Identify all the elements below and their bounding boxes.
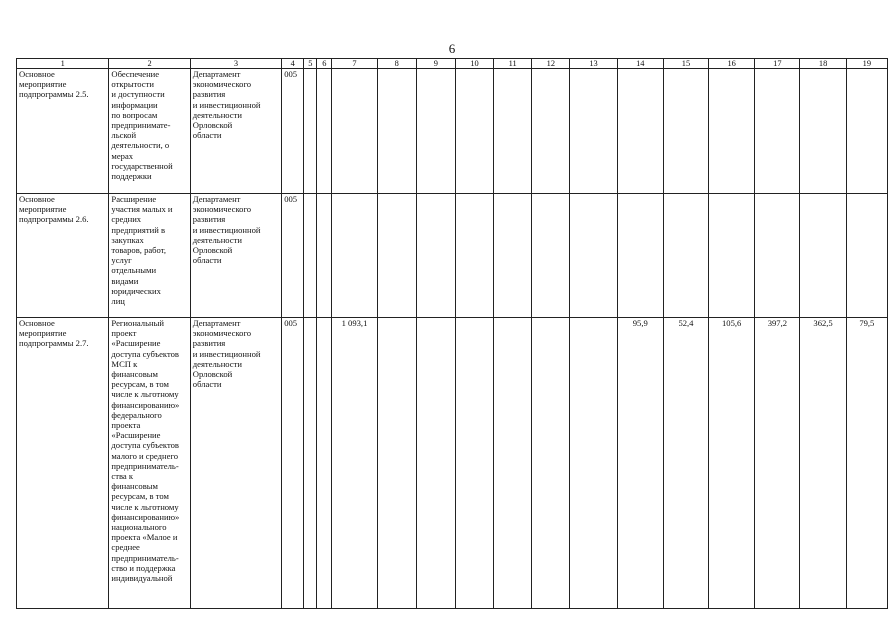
event-description-cell: Расширение участия малых и средних предприятий в закупках товаров, работ, услуг отдельными видами юридических лиц (109, 194, 190, 318)
cell-5 (304, 69, 317, 194)
col-header-7: 7 (332, 59, 377, 69)
col-header-12: 12 (532, 59, 570, 69)
responsible-executor-cell: Департамент экономического развития и инвестиционной деятельности Орловской области (190, 194, 281, 318)
col-header-5: 5 (304, 59, 317, 69)
cell-13 (570, 318, 617, 609)
event-description-cell: Региональный проект «Расширение доступа субъектов МСП к финансовым ресурсам, в том числе к льготному финансированию» федерального проекта «Расширение доступа субъектов малого и среднего предприниматель- ства к финансовым ресурсам, в том числе к льготному финансированию» национального проекта «Малое и среднее предприниматель- ство и поддержка индивидуальной (109, 318, 190, 609)
col-header-13: 13 (570, 59, 617, 69)
page-number: 6 (448, 41, 456, 56)
cell-14 (617, 69, 663, 194)
cell-18: 362,5 (800, 318, 846, 609)
col-header-8: 8 (377, 59, 416, 69)
cell-17 (755, 194, 800, 318)
cell-12 (532, 194, 570, 318)
code-cell: 005 (282, 318, 304, 609)
cell-11 (494, 69, 532, 194)
cell-9 (416, 69, 455, 194)
col-header-3: 3 (190, 59, 281, 69)
col-header-17: 17 (755, 59, 800, 69)
col-header-4: 4 (282, 59, 304, 69)
cell-13 (570, 194, 617, 318)
cell-18 (800, 194, 846, 318)
cell-14: 95,9 (617, 318, 663, 609)
event-name-cell: Основное мероприятие подпрограммы 2.6. (17, 194, 109, 318)
table-row (17, 318, 888, 609)
col-header-19: 19 (846, 59, 887, 69)
cell-14 (617, 194, 663, 318)
code-cell: 005 (282, 194, 304, 318)
table-row (17, 194, 888, 318)
cell-8 (377, 194, 416, 318)
col-header-18: 18 (800, 59, 846, 69)
event-name-cell: Основное мероприятие подпрограммы 2.5. (17, 69, 109, 194)
cell-13 (570, 69, 617, 194)
cell-15: 52,4 (663, 318, 708, 609)
col-header-14: 14 (617, 59, 663, 69)
cell-19: 79,5 (846, 318, 887, 609)
col-header-16: 16 (709, 59, 755, 69)
cell-6 (317, 194, 332, 318)
cell-18 (800, 69, 846, 194)
cell-15 (663, 69, 708, 194)
cell-16 (709, 69, 755, 194)
cell-17 (755, 69, 800, 194)
col-header-2: 2 (109, 59, 190, 69)
event-name-cell: Основное мероприятие подпрограммы 2.7. (17, 318, 109, 609)
cell-6 (317, 318, 332, 609)
cell-6 (317, 69, 332, 194)
cell-10 (455, 194, 493, 318)
code-cell: 005 (282, 69, 304, 194)
cell-11 (494, 194, 532, 318)
responsible-executor-cell: Департамент экономического развития и инвестиционной деятельности Орловской области (190, 318, 281, 609)
cell-7 (332, 69, 377, 194)
col-header-11: 11 (494, 59, 532, 69)
cell-9 (416, 194, 455, 318)
cell-16 (709, 194, 755, 318)
cell-11 (494, 318, 532, 609)
cell-15 (663, 194, 708, 318)
responsible-executor-cell: Департамент экономического развития и инвестиционной деятельности Орловской области (190, 69, 281, 194)
col-header-1: 1 (17, 59, 109, 69)
table-header-row (17, 59, 888, 69)
event-description-cell: Обеспечение открытости и доступности информации по вопросам предпринимате- льской деятельности, о мерах государственной поддержки (109, 69, 190, 194)
col-header-10: 10 (455, 59, 493, 69)
table-row (17, 69, 888, 194)
cell-12 (532, 69, 570, 194)
cell-9 (416, 318, 455, 609)
col-header-6: 6 (317, 59, 332, 69)
budget-table (16, 58, 888, 609)
cell-16: 105,6 (709, 318, 755, 609)
cell-8 (377, 318, 416, 609)
cell-19 (846, 69, 887, 194)
cell-19 (846, 194, 887, 318)
cell-8 (377, 69, 416, 194)
col-header-9: 9 (416, 59, 455, 69)
cell-5 (304, 318, 317, 609)
col-header-15: 15 (663, 59, 708, 69)
cell-5 (304, 194, 317, 318)
cell-10 (455, 318, 493, 609)
cell-10 (455, 69, 493, 194)
cell-17: 397,2 (755, 318, 800, 609)
cell-12 (532, 318, 570, 609)
cell-7 (332, 194, 377, 318)
cell-7: 1 093,1 (332, 318, 377, 609)
